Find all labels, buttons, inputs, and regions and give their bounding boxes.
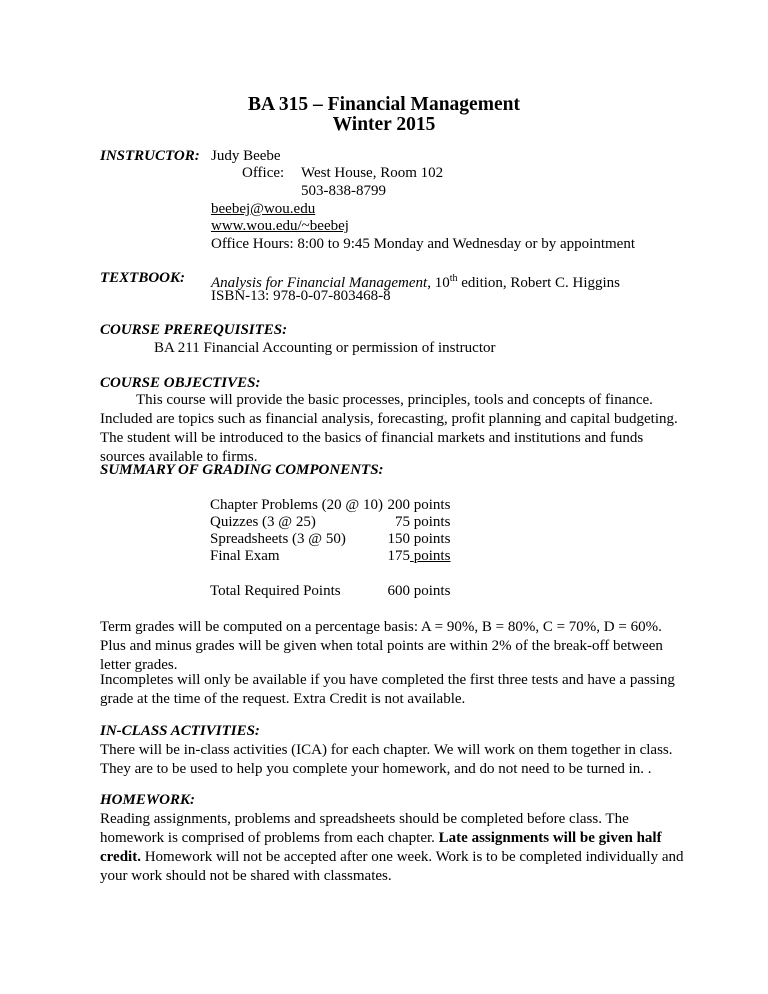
activities-heading: IN-CLASS ACTIVITIES: — [100, 723, 260, 739]
homework-late-policy: Late assignments will be given half credit. — [100, 830, 662, 865]
points-unit: points — [413, 548, 451, 564]
points-unit: points — [413, 531, 451, 547]
term-title: Winter 2015 — [332, 114, 436, 135]
activities-text: There will be in-class activities (ICA) for each chapter. We will work on them together in class. They are to be used to help you complete your homework, and do not need to be turned in. . — [100, 742, 673, 777]
points-value: 600 — [387, 583, 410, 599]
grading-scale-text: Term grades will be computed on a percentage basis: A = 90%, B = 80%, C = 70%, D = 60%. Plus and minus grades will be given when total points are within 2% of the break-off between letter grades. — [100, 619, 663, 673]
points-unit: points — [413, 497, 451, 513]
instructor-name: Judy Beebe — [211, 148, 281, 164]
office-phone: 503-838-8799 — [301, 183, 386, 199]
office-label: Office: — [242, 165, 285, 181]
instructor-email-link[interactable]: beebej@wou.edu — [211, 201, 316, 217]
homework-text-b: Homework will not be accepted after one week. Work is to be completed individually and your work should not be shared with classmates. — [100, 849, 684, 884]
grade-item-chapter-problems: Chapter Problems (20 @ 10) — [210, 497, 383, 513]
grade-points-total — [370, 583, 450, 600]
course-title: BA 315 – Financial Management — [248, 94, 520, 115]
grade-points-spreadsheets — [370, 531, 450, 548]
grade-item-total: Total Required Points — [210, 583, 341, 599]
office-location: West House, Room 102 — [301, 165, 444, 181]
objectives-text: This course will provide the basic processes, principles, tools and concepts of finance. Included are topics such as financial analysis, forecasting, profit planning and capital budgeting. The student will be introduced to the basics of financial markets and institutions and funds sources available to firms. — [100, 392, 678, 465]
points-value: 150 — [387, 531, 410, 547]
grade-item-quizzes: Quizzes (3 @ 25) — [210, 514, 316, 530]
textbook-title: Analysis for Financial Management — [211, 275, 428, 291]
prerequisites-text: BA 211 Financial Accounting or permission of instructor — [154, 340, 496, 356]
office-hours: Office Hours: 8:00 to 9:45 Monday and Wednesday or by appointment — [211, 236, 635, 252]
objectives-heading: COURSE OBJECTIVES: — [100, 375, 261, 391]
grading-heading: SUMMARY OF GRADING COMPONENTS: — [100, 462, 384, 478]
instructor-website-link[interactable]: www.wou.edu/~beebej — [211, 218, 349, 234]
textbook-label: TEXTBOOK: — [100, 270, 186, 286]
textbook-edition-post: edition, Robert C. Higgins — [457, 275, 620, 291]
homework-text — [100, 810, 690, 886]
points-value: 200 — [387, 497, 410, 513]
grade-points-final-exam — [370, 548, 450, 565]
textbook-edition-pre: , 10 — [427, 275, 450, 291]
grade-points-quizzes — [370, 514, 450, 531]
homework-text-a: Reading assignments, problems and spreadsheets should be completed before class. The homework is comprised of problems from each chapter. — [100, 811, 629, 846]
instructor-label: INSTRUCTOR: — [100, 148, 200, 164]
grade-item-spreadsheets: Spreadsheets (3 @ 50) — [210, 531, 346, 547]
homework-heading: HOMEWORK: — [100, 792, 196, 808]
textbook-edition-sup: th — [449, 273, 458, 284]
grade-points-chapter-problems — [370, 497, 450, 514]
points-unit: points — [413, 583, 451, 599]
points-unit: points — [413, 514, 451, 530]
prerequisites-heading: COURSE PREREQUISITES: — [100, 322, 288, 338]
points-value: 175 — [387, 548, 410, 564]
textbook-isbn: ISBN-13: 978-0-07-803468-8 — [211, 288, 391, 304]
grade-item-final-exam: Final Exam — [210, 548, 280, 564]
points-value: 75 — [395, 514, 410, 530]
incomplete-policy-text: Incompletes will only be available if you have completed the first three tests and have a passing grade at the time of the request. Extra Credit is not available. — [100, 672, 675, 707]
